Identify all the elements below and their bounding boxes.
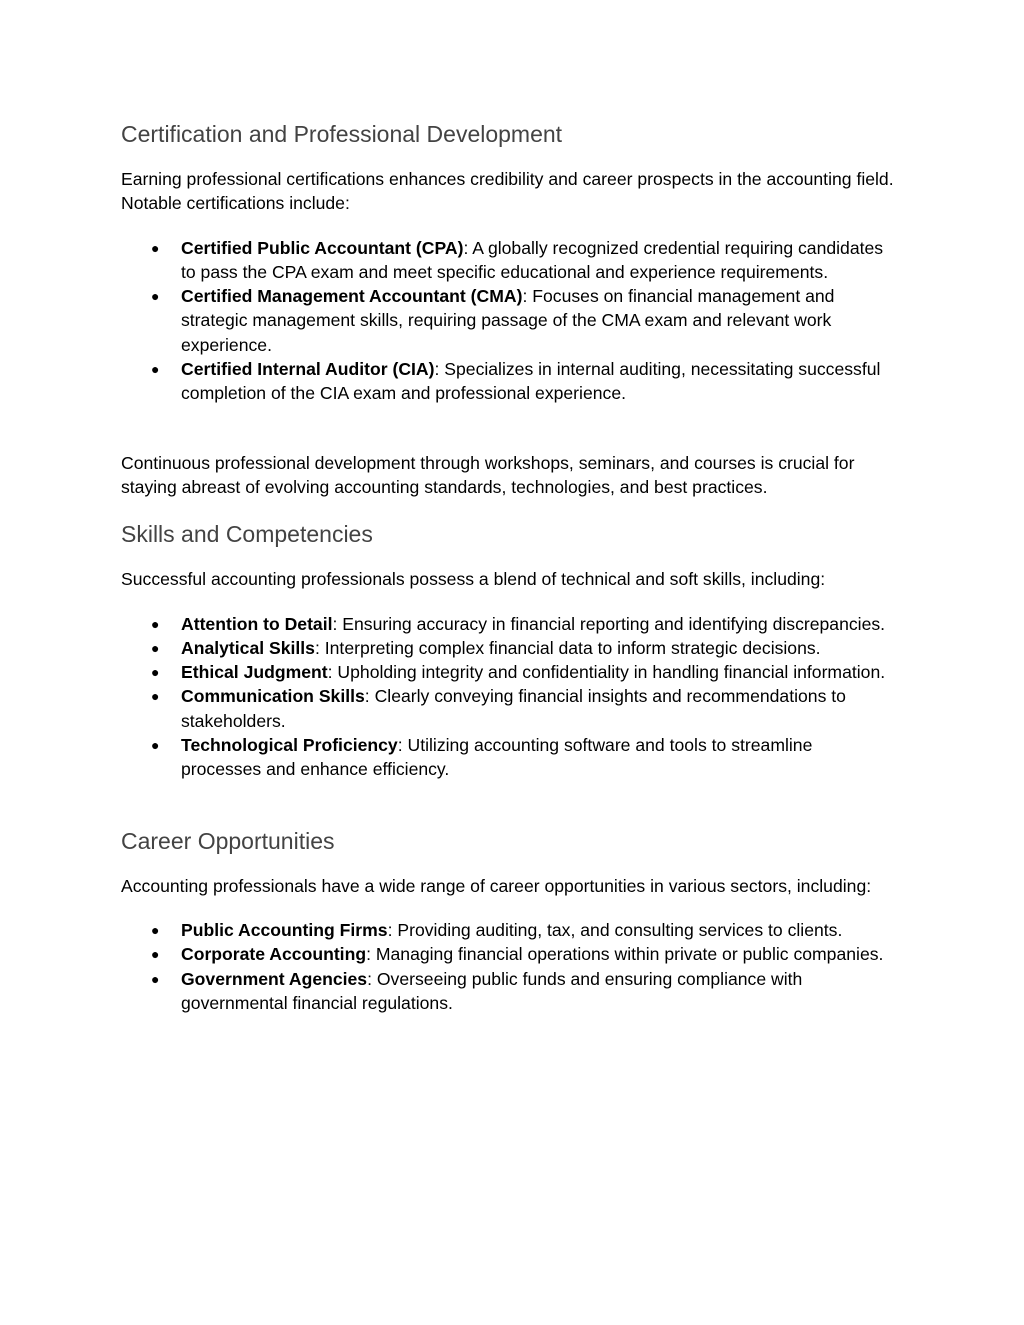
section-heading-skills: Skills and Competencies	[121, 521, 373, 548]
bullet-icon: ●	[151, 970, 160, 987]
list-item-desc: : Utilizing accounting software and tools to streamline processes and enhance efficiency.	[181, 735, 813, 780]
list-item	[121, 636, 896, 660]
list-item	[121, 967, 896, 1016]
list-item-term: Communication Skills	[181, 686, 365, 707]
bullet-icon: ●	[151, 639, 160, 656]
bullet-icon: ●	[151, 737, 160, 754]
list-item-desc: : Interpreting complex financial data to inform strategic decisions.	[314, 637, 821, 658]
list-item	[121, 357, 896, 406]
section-heading-career: Career Opportunities	[121, 827, 335, 854]
list-item-term: Corporate Accounting	[181, 944, 367, 965]
section-heading-certification: Certification and Professional Development	[121, 121, 563, 147]
bullet-icon: ●	[151, 664, 160, 681]
list-item-desc: : Managing financial operations within private or public companies.	[366, 944, 884, 965]
document-page	[121, 0, 896, 1015]
career-list	[121, 918, 896, 1015]
list-item	[121, 942, 896, 966]
list-item-desc: : Focuses on financial management and strategic management skills, requiring passage of the CMA exam and relevant work experience.	[181, 286, 835, 355]
list-item	[121, 918, 896, 942]
list-item-term: Technological Proficiency	[181, 735, 398, 756]
list-item-term: Certified Management Accountant (CMA)	[181, 286, 523, 307]
list-item-desc: : Ensuring accuracy in financial reporting and identifying discrepancies.	[332, 613, 886, 634]
list-item-term: Certified Internal Auditor (CIA)	[181, 359, 435, 380]
section-intro-skills: Successful accounting professionals possess a blend of technical and soft skills, including:	[121, 569, 826, 590]
section-outro-certification: Continuous professional development through workshops, seminars, and courses is crucial for staying abreast of evolving accounting standards, technologies, and best practices.	[121, 452, 855, 497]
section-intro-certification: Earning professional certifications enhances credibility and career prospects in the accounting field. Notable certifications include:	[121, 169, 894, 214]
list-item	[121, 236, 896, 285]
list-item-desc: : A globally recognized credential requiring candidates to pass the CPA exam and meet specific educational and experience requirements.	[181, 237, 884, 282]
bullet-icon: ●	[151, 688, 160, 705]
list-item-desc: : Providing auditing, tax, and consulting services to clients.	[387, 919, 843, 940]
bullet-icon: ●	[151, 615, 160, 632]
bullet-icon: ●	[151, 946, 160, 963]
skills-list	[121, 612, 896, 782]
list-item-desc: : Overseeing public funds and ensuring compliance with governmental financial regulations.	[181, 968, 803, 1013]
list-item	[121, 612, 896, 636]
bullet-icon: ●	[151, 921, 160, 938]
list-item-term: Public Accounting Firms	[181, 919, 388, 940]
list-item-desc: : Upholding integrity and confidentiality in handling financial information.	[327, 662, 886, 683]
bullet-icon: ●	[151, 361, 160, 378]
list-item-term: Ethical Judgment	[181, 662, 328, 683]
list-item	[121, 660, 896, 684]
section-intro-career: Accounting professionals have a wide range of career opportunities in various sectors, including:	[121, 875, 872, 896]
list-item-term: Attention to Detail	[181, 613, 333, 634]
list-item-term: Certified Public Accountant (CPA)	[181, 237, 464, 258]
bullet-icon: ●	[151, 288, 160, 305]
list-item-term: Analytical Skills	[181, 637, 315, 658]
list-item	[121, 684, 896, 733]
list-item	[121, 733, 896, 782]
list-item-desc: : Specializes in internal auditing, necessitating successful completion of the CIA exam and professional experience.	[181, 359, 881, 404]
certification-list	[121, 236, 896, 406]
list-item-term: Government Agencies	[181, 968, 368, 989]
bullet-icon: ●	[151, 239, 160, 256]
list-item-desc: : Clearly conveying financial insights and recommendations to stakeholders.	[181, 686, 846, 731]
list-item	[121, 284, 896, 357]
